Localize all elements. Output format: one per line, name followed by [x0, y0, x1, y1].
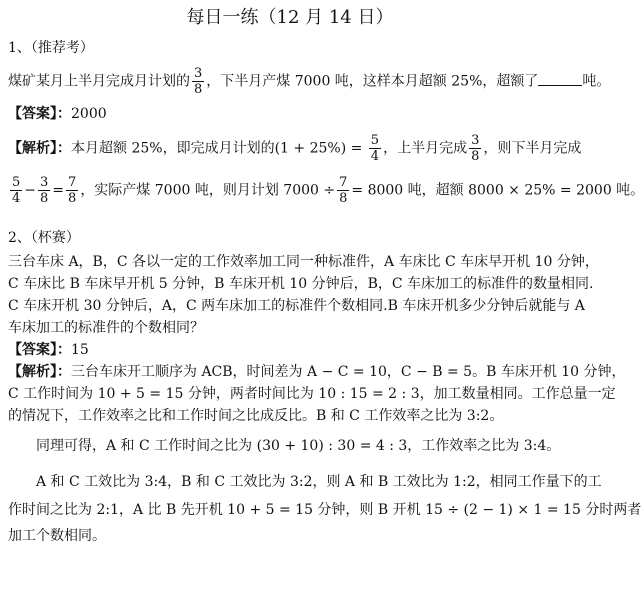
q1-stem-b: ，下半月产煤 7000 吨，这样本月超额 25%，超额了	[206, 73, 539, 90]
answer-label: 【答案】：	[8, 342, 71, 358]
fraction-denominator: 4	[370, 149, 380, 164]
fraction-numerator: 3	[471, 133, 480, 148]
fraction-numerator: 5	[12, 175, 21, 190]
q1-answer	[8, 104, 574, 124]
minus-sign: −	[24, 182, 37, 199]
q1-stem-fraction	[192, 66, 204, 97]
q2-stem-line: 车床加工的标准件的个数相同？	[8, 320, 204, 336]
exp-text: ，则下半月完成	[483, 140, 582, 157]
q2-heading: 2、（杯赛）	[8, 230, 80, 246]
exp-text: = 8000 吨，超额 8000 × 25% = 2000 吨。	[351, 182, 644, 199]
q2-answer	[8, 340, 574, 360]
fraction-numerator: 3	[40, 175, 49, 190]
fraction-denominator: 8	[471, 149, 480, 164]
exp-fraction	[337, 175, 349, 206]
q2-paragraph-3-line: A 和 C 工效比为 3:4，B 和 C 工效比为 3:2，则 A 和 B 工效比为 1:2，相同工作量下的工	[36, 474, 602, 490]
answer-value: 2000	[71, 106, 107, 122]
page-title: 每日一练（12 月 14 日）	[186, 7, 394, 28]
q2-stem-line: 三台车床 A，B，C 各以一定的工作效率加工同一种标准件，A 车床比 C 车床早开机 10 分钟，	[8, 254, 599, 270]
q1-explanation-line-2	[8, 175, 644, 206]
exp-fraction	[66, 175, 78, 206]
exp-math: (1 + 25%) =	[274, 140, 367, 157]
exp-text: ，上半月完成	[383, 140, 468, 157]
exp-fraction	[38, 175, 50, 206]
fraction-denominator: 8	[40, 191, 49, 206]
q1-stem-c: 吨。	[582, 73, 611, 90]
q2-stem-line: C 车床开机 30 分钟后，A，C 两车床加工的标准件个数相同.B 车床开机多少分钟后就能与 A	[8, 298, 585, 314]
q2-stem-line: C 车床比 B 车床早开机 5 分钟，B 车床开机 10 分钟后，B，C 车床加工的标准件的数量相同.	[8, 276, 594, 292]
q1-explanation-line-1	[8, 133, 582, 164]
answer-label: 【答案】：	[8, 106, 71, 122]
q2-paragraph-2: 同理可得，A 和 C 工作时间之比为 (30 + 10) : 30 = 4 : 3，工作效率之比为 3:4。	[36, 438, 561, 454]
fraction-numerator: 5	[370, 133, 380, 148]
q1-stem-a: 煤矿某月上半月完成月计划的	[8, 73, 190, 90]
fraction-denominator: 8	[194, 82, 203, 97]
answer-value: 15	[71, 342, 89, 358]
q2-paragraph-3-line: 加工个数相同。	[8, 528, 106, 544]
fraction-numerator: 3	[194, 66, 203, 81]
fraction-denominator: 8	[339, 191, 348, 206]
q2-explanation-line: C 工作时间为 10 + 5 = 15 分钟，两者时间比为 10 : 15 = 2 : 3，加工数量相同。工作总量一定	[8, 386, 616, 402]
fraction-numerator: 7	[68, 175, 77, 190]
exp-text: 三台车床开工顺序为 ACB，时间差为 A − C = 10，C − B = 5。B 车床开机 10 分钟，	[71, 364, 626, 380]
exp-text: 本月超额 25%，即完成月计划的	[71, 140, 275, 157]
q2-paragraph-3-line: 作时间之比为 2:1，A 比 B 先开机 10 + 5 = 15 分钟，则 B 开机 15 ÷ (2 − 1) × 1 = 15 分时两者	[8, 502, 642, 518]
answer-blank	[538, 71, 582, 86]
q1-heading: 1、（推荐考）	[8, 40, 94, 56]
explanation-label: 【解析】：	[8, 364, 71, 380]
q1-stem	[8, 66, 611, 97]
exp-fraction	[10, 175, 22, 206]
explanation-label: 【解析】：	[8, 140, 71, 157]
exp-fraction	[469, 133, 481, 164]
fraction-denominator: 8	[68, 191, 77, 206]
exp-fraction	[369, 133, 381, 164]
fraction-denominator: 4	[12, 191, 21, 206]
q2-explanation-line: 的情况下，工作效率之比和工作时间之比成反比。B 和 C 工作效率之比为 3:2。	[8, 408, 504, 424]
equals-sign: =	[52, 182, 65, 199]
fraction-numerator: 7	[339, 175, 348, 190]
q2-explanation-line	[8, 362, 626, 382]
exp-text: ，实际产煤 7000 吨，则月计划 7000 ÷	[80, 182, 336, 199]
